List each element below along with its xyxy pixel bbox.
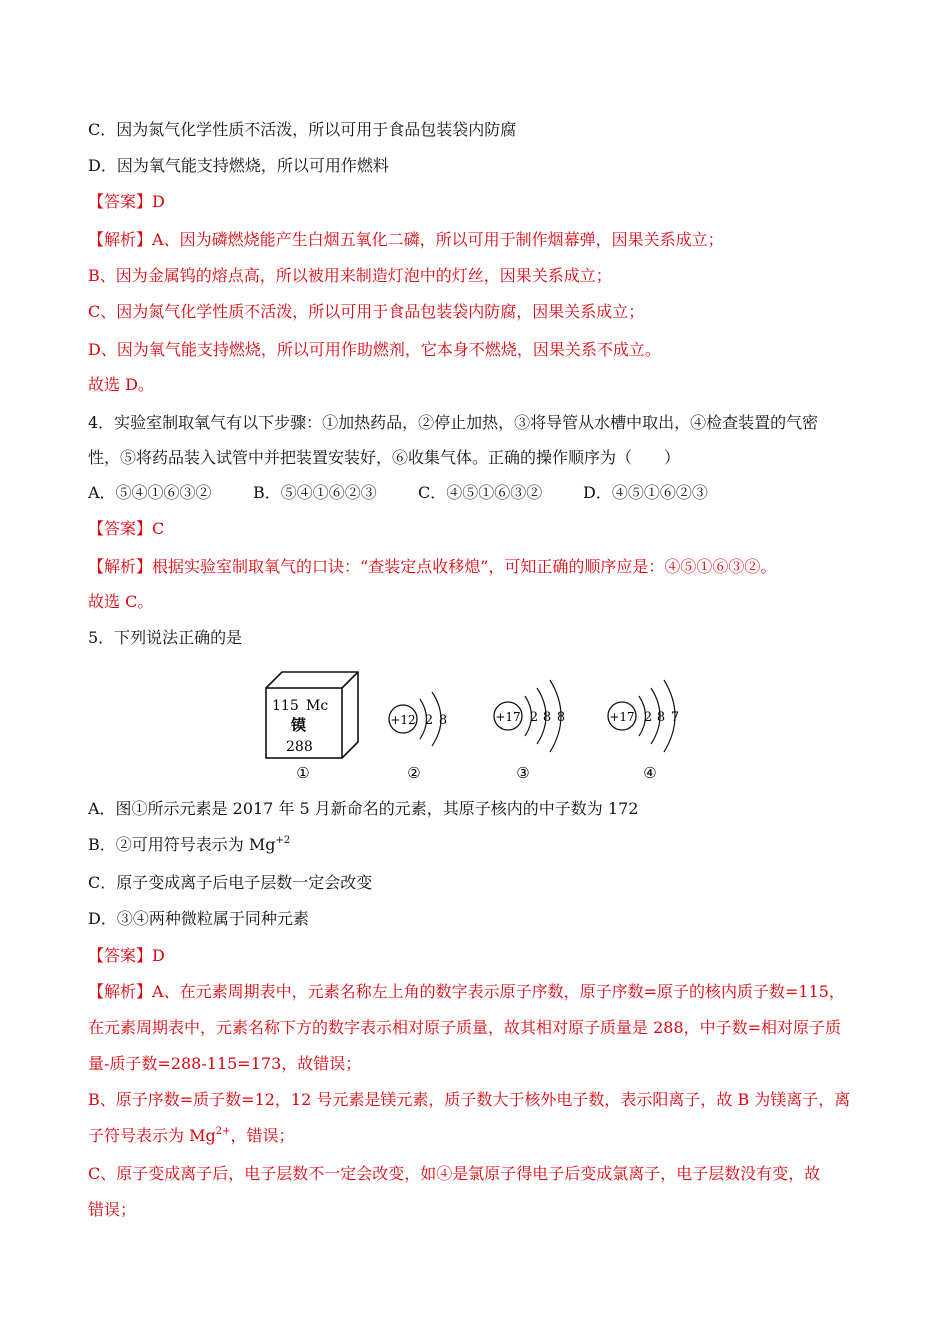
element-symbol: Mc — [306, 698, 329, 714]
figure-label-3: ③ — [516, 764, 530, 782]
q5-analysis-a-line-2: 在元素周期表中，元素名称下方的数字表示相对原子质量，故其相对原子质量是 288，中子数=相对原子质 — [88, 1018, 842, 1037]
shell-electrons-1: 2 — [643, 710, 653, 725]
atom-diagram-3 — [494, 680, 565, 752]
q3-option-c: C．因为氮气化学性质不活泼，所以可用于食品包装袋内防腐 — [88, 120, 517, 139]
q5-stem: 5．下列说法正确的是 — [88, 628, 243, 647]
q5-option-b — [88, 833, 290, 857]
atom-diagram-4 — [608, 680, 679, 752]
answer-value: C — [152, 519, 165, 538]
element-name: 镆 — [291, 716, 307, 734]
option-b-superscript: +2 — [275, 835, 291, 846]
answer-tag: 【答案】 — [88, 519, 153, 538]
element-atomic-number: 115 — [272, 698, 299, 714]
shell-electrons-2: 8 — [656, 710, 666, 725]
q4-stem-line-2: 性，⑤将药品装入试管中并把装置安装好，⑥收集气体。正确的操作顺序为（ ） — [88, 448, 681, 467]
shell-electrons-3: 8 — [556, 710, 566, 725]
shell-electrons-2: 8 — [438, 713, 448, 728]
analysis-tag: 【解析】 — [88, 230, 153, 249]
q4-option-c: C．④⑤①⑥③② — [418, 483, 543, 502]
q5-analysis-a-line-1 — [88, 980, 845, 1004]
ion-charge-superscript: 2+ — [215, 1126, 231, 1137]
q3-analysis-b: B、因为金属钨的熔点高，所以被用来制造灯泡中的灯丝，因果关系成立； — [88, 266, 612, 285]
q3-analysis-c: C、因为氮气化学性质不活泼，所以可用于食品包装袋内防腐，因果关系成立； — [88, 302, 645, 321]
q5-option-d: D．③④两种微粒属于同种元素 — [88, 909, 309, 928]
q5-analysis-b-line-2 — [88, 1124, 294, 1148]
analysis-tag: 【解析】 — [88, 557, 153, 576]
q5-answer — [88, 944, 165, 968]
shell-electrons-1: 2 — [529, 710, 539, 725]
analysis-text: A、在元素周期表中，元素名称左上角的数字表示原子序数，原子序数=原子的核内质子数=115， — [152, 982, 845, 1001]
figure-label-1: ① — [296, 764, 310, 782]
nucleus-charge: +17 — [609, 710, 635, 724]
analysis-b-tail: ，错误； — [230, 1126, 295, 1145]
q4-option-b: B．⑤④①⑥②③ — [253, 483, 377, 502]
answer-tag: 【答案】 — [88, 192, 153, 211]
analysis-b-text: 子符号表示为 Mg — [88, 1126, 216, 1145]
q5-option-c: C．原子变成离子后电子层数一定会改变 — [88, 873, 373, 892]
q4-stem-line-1: 4．实验室制取氧气有以下步骤：①加热药品，②停止加热，③将导管从水槽中取出，④检查装置的气密 — [88, 413, 819, 432]
answer-tag: 【答案】 — [88, 946, 153, 965]
q4-option-d: D．④⑤①⑥②③ — [583, 483, 708, 502]
shell-electrons-1: 2 — [424, 713, 434, 728]
shell-electrons-2: 8 — [542, 710, 552, 725]
q3-option-d: D．因为氧气能支持燃烧，所以可用作燃料 — [88, 156, 389, 175]
shell-electrons-3: 7 — [670, 710, 680, 725]
analysis-text: A、因为磷燃烧能产生白烟五氧化二磷，所以可用于制作烟幕弹，因果关系成立； — [152, 230, 724, 249]
q5-analysis-a-line-3: 量-质子数=288-115=173，故错误； — [88, 1054, 362, 1073]
option-b-text: B．②可用符号表示为 Mg — [88, 835, 276, 854]
q5-option-a: A．图①所示元素是 2017 年 5 月新命名的元素，其原子核内的中子数为 172 — [88, 799, 639, 818]
analysis-tag: 【解析】 — [88, 982, 153, 1001]
element-mass: 288 — [286, 739, 313, 755]
q3-analysis-d: D、因为氧气能支持燃烧，所以可用作助燃剂，它本身不燃烧，因果关系不成立。 — [88, 340, 661, 359]
q5-analysis-b-line-1: B、原子序数=质子数=12，12 号元素是镁元素，质子数大于核外电子数，表示阳离子，故 B 为镁离子，离 — [88, 1090, 851, 1109]
analysis-text: 根据实验室制取氧气的口诀：“查装定点收移熄”，可知正确的顺序应是：④⑤①⑥③②。 — [152, 557, 777, 576]
answer-value: D — [152, 946, 165, 965]
figure-label-4: ④ — [643, 764, 657, 782]
atom-diagram-2 — [389, 692, 447, 746]
answer-value: D — [152, 192, 165, 211]
nucleus-charge: +17 — [495, 710, 521, 724]
q4-option-a: A．⑤④①⑥③② — [88, 483, 212, 502]
nucleus-charge: +12 — [390, 713, 416, 727]
figure-label-2: ② — [407, 764, 421, 782]
q4-conclusion: 故选 C。 — [88, 592, 154, 611]
q5-analysis-c-line-2: 错误； — [88, 1200, 137, 1219]
q3-conclusion: 故选 D。 — [88, 375, 154, 394]
q5-analysis-c-line-1: C、原子变成离子后，电子层数不一定会改变，如④是氯原子得电子后变成氯离子，电子层数没有变，故 — [88, 1164, 821, 1183]
